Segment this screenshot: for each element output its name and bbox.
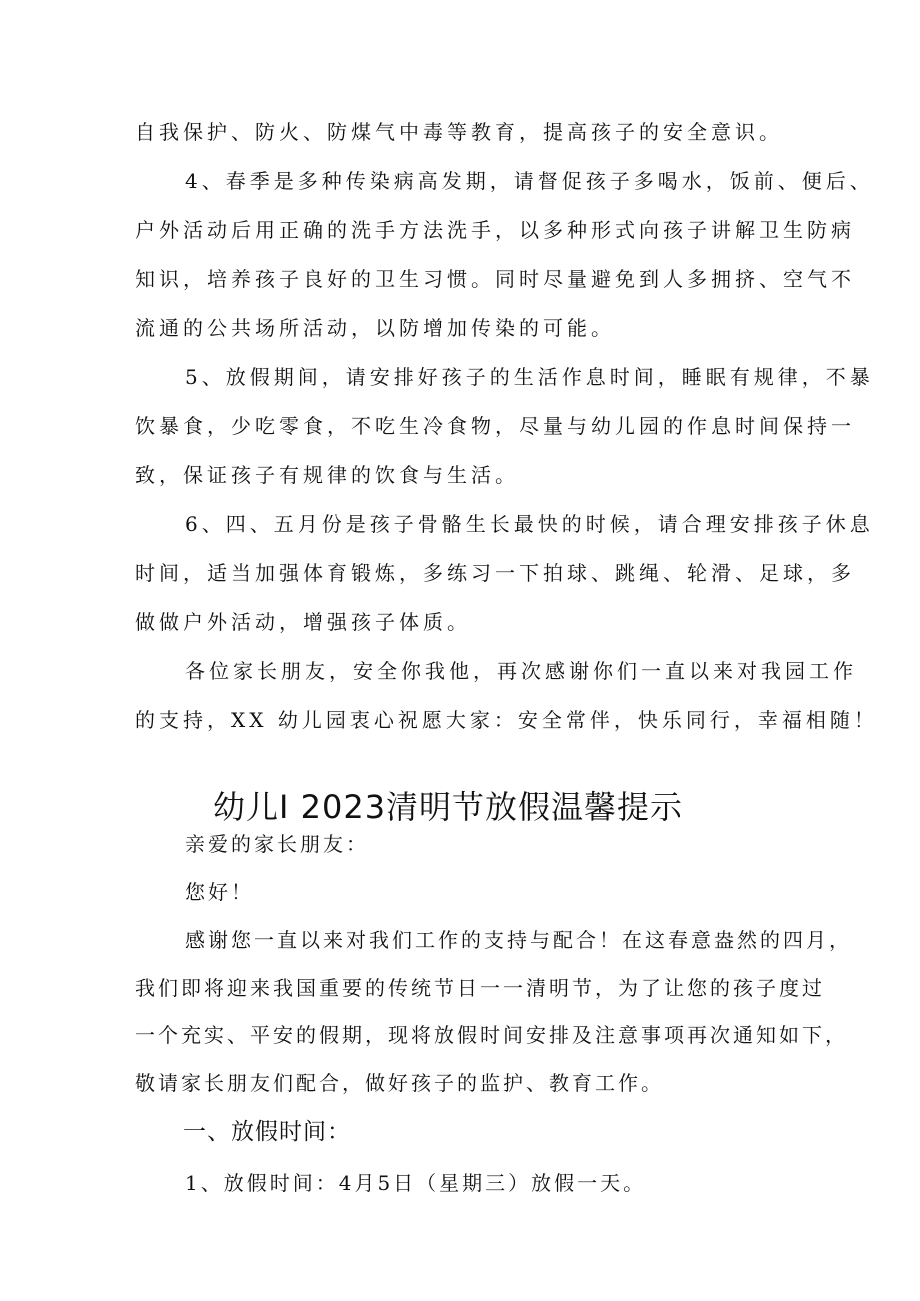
holiday-time-item: 1、放假时间：4月5日（星期三）放假一天。 [185,1171,647,1195]
paragraph-line: 各位家长朋友，安全你我他，再次感谢你们一直以来对我园工作 [185,659,857,683]
document-title: 幼儿I 2023清明节放假温馨提示 [213,788,684,826]
paragraph-line: 致，保证孩子有规律的饮食与生活。 [135,463,519,487]
intro-line: 我们即将迎来我国重要的传统节日一一清明节，为了让您的孩子度过 [135,976,825,1000]
paragraph-line: 自我保护、防火、防煤气中毒等教育，提高孩子的安全意识。 [135,120,783,144]
paragraph-line: 的支持，XX 幼儿园衷心祝愿大家：安全常伴，快乐同行，幸福相随！ [135,708,878,732]
paragraph-line: 饮暴食，少吃零食，不吃生冷食物，尽量与幼儿园的作息时间保持一 [135,414,855,438]
paragraph-line: 知识，培养孩子良好的卫生习惯。同时尽量避免到人多拥挤、空气不 [135,267,855,291]
paragraph-line: 6、四、五月份是孩子骨骼生长最快的时候，请合理安排孩子休息 [185,512,874,536]
intro-line: 一个充实、平安的假期，现将放假时间安排及注意事项再次通知如下， [135,1023,848,1047]
paragraph-line: 时间，适当加强体育锻炼，多练习一下拍球、跳绳、轮滑、足球，多 [135,561,855,585]
paragraph-line: 做做户外活动，增强孩子体质。 [135,610,471,634]
paragraph-line: 流通的公共场所活动，以防增加传染的可能。 [135,316,615,340]
intro-line: 感谢您一直以来对我们工作的支持与配合！在这春意盎然的四月， [185,928,852,952]
paragraph-line: 5、放假期间，请安排好孩子的生活作息时间，睡眠有规律，不暴 [185,365,874,389]
paragraph-line: 户外活动后用正确的洗手方法洗手，以多种形式向孩子讲解卫生防病 [135,218,855,242]
section-heading: 一、放假时间： [183,1119,351,1145]
paragraph-line: 4、春季是多种传染病高发期，请督促孩子多喝水，饭前、便后、 [185,169,874,193]
greeting-line: 亲爱的家长朋友： [185,832,369,856]
intro-line: 敬请家长朋友们配合，做好孩子的监护、教育工作。 [135,1071,664,1095]
hello-line: 您好！ [185,880,254,904]
